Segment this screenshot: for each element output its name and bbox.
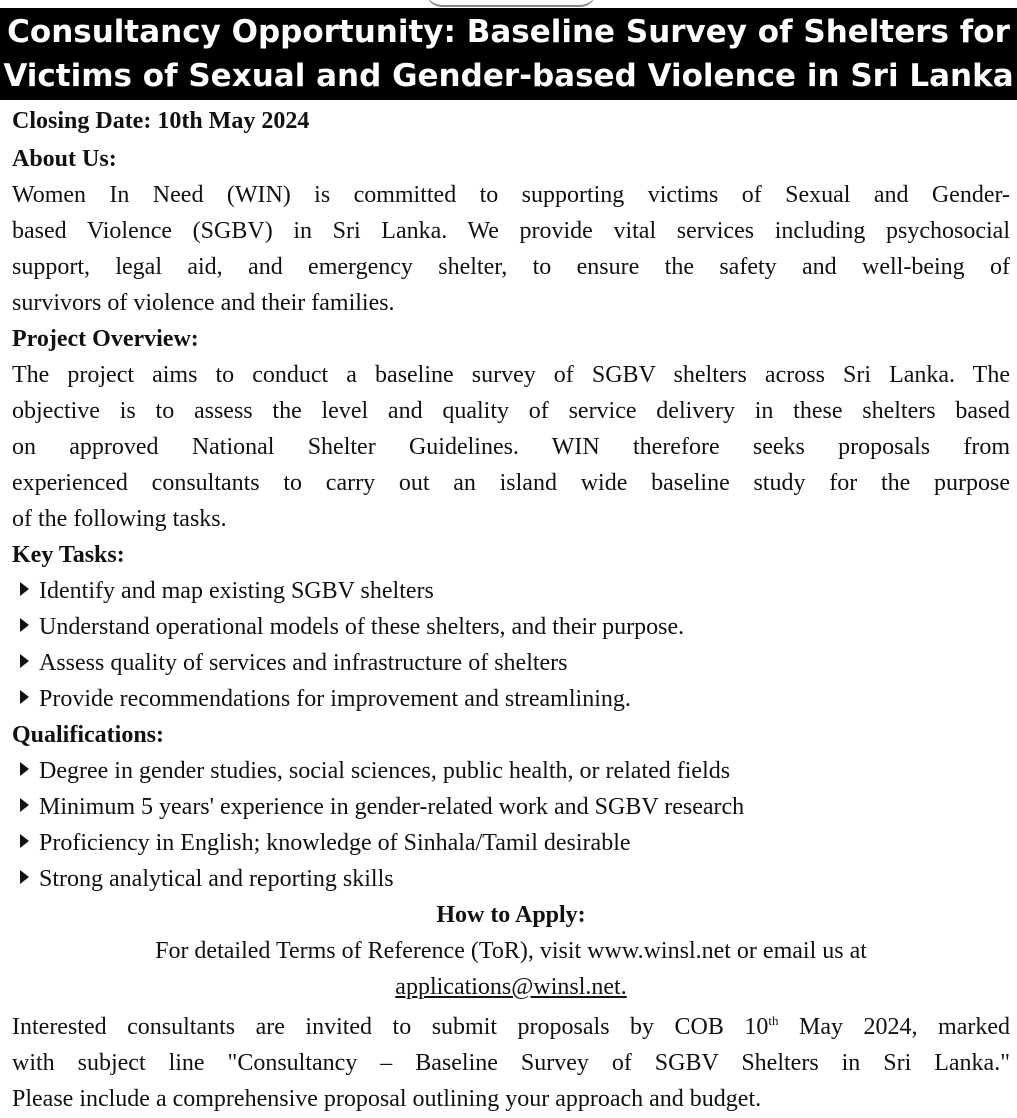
list-item [12,573,1010,609]
qualification-text: Proficiency in English; knowledge of Sinhala/Tamil desirable [39,830,631,856]
closing-text-part: Interested consultants are invited to submit proposals by COB 10 [12,1014,769,1040]
bullet-triangle-icon [20,870,29,884]
about-heading: About Us: [12,146,117,172]
overview-line: on approved National Shelter Guidelines. WIN therefore seeks proposals from [12,434,1010,460]
title-banner [0,8,1017,100]
qualifications-heading: Qualifications: [12,722,165,748]
closing-line: Please include a comprehensive proposal outlining your approach and budget. [12,1086,762,1112]
task-text: Understand operational models of these shelters, and their purpose. [39,614,685,640]
task-text: Assess quality of services and infrastructure of shelters [39,650,568,676]
bullet-triangle-icon [20,690,29,704]
qualification-text: Strong analytical and reporting skills [39,866,394,892]
bullet-triangle-icon [20,762,29,776]
title-line-1: Consultancy Opportunity: Baseline Survey of Shelters for [7,14,1010,50]
overview-heading: Project Overview: [12,326,199,352]
bullet-triangle-icon [20,798,29,812]
list-item [12,753,1010,789]
closing-line: with subject line "Consultancy – Baseline Survey of SGBV Shelters in Sri Lanka." [12,1050,1010,1076]
about-line: survivors of violence and their families. [12,290,395,316]
superscript-th: th [768,1013,779,1028]
apply-instructions: For detailed Terms of Reference (ToR), visit www.winsl.net or email us at [155,938,867,964]
qualification-text: Minimum 5 years' experience in gender-related work and SGBV research [39,794,745,820]
list-item [12,681,1010,717]
list-item [12,609,1010,645]
advert-body [12,103,1010,1117]
closing-date: Closing Date: 10th May 2024 [12,108,310,134]
apply-email-line [12,969,1010,1005]
list-item [12,861,1010,897]
task-text: Identify and map existing SGBV shelters [39,578,434,604]
bullet-triangle-icon [20,582,29,596]
about-line: support, legal aid, and emergency shelter, to ensure the safety and well-being of [12,254,1010,280]
tasks-heading: Key Tasks: [12,542,125,568]
email-link[interactable]: applications@winsl.net. [395,974,627,1000]
overview-line: objective is to assess the level and quality of service delivery in these shelters based [12,398,1010,424]
qualification-text: Degree in gender studies, social sciences, public health, or related fields [39,758,731,784]
title-line-2: Victims of Sexual and Gender-based Violence in Sri Lanka [3,58,1014,94]
bullet-triangle-icon [20,834,29,848]
closing-line [12,1009,1010,1045]
list-item [12,645,1010,681]
bullet-triangle-icon [20,618,29,632]
overview-line: The project aims to conduct a baseline survey of SGBV shelters across Sri Lanka. The [12,362,1010,388]
about-line: based Violence (SGBV) in Sri Lanka. We provide vital services including psychosocial [12,218,1010,244]
bullet-triangle-icon [20,654,29,668]
closing-text-part: May 2024, marked [778,1014,1010,1040]
task-text: Provide recommendations for improvement and streamlining. [39,686,631,712]
top-cropped-strip [0,0,1017,8]
about-line: Women In Need (WIN) is committed to supporting victims of Sexual and Gender- [12,182,1010,208]
overview-line: experienced consultants to carry out an island wide baseline study for the purpose [12,470,1010,496]
list-item [12,789,1010,825]
apply-heading: How to Apply: [436,902,586,928]
overview-line: of the following tasks. [12,506,227,532]
list-item [12,825,1010,861]
